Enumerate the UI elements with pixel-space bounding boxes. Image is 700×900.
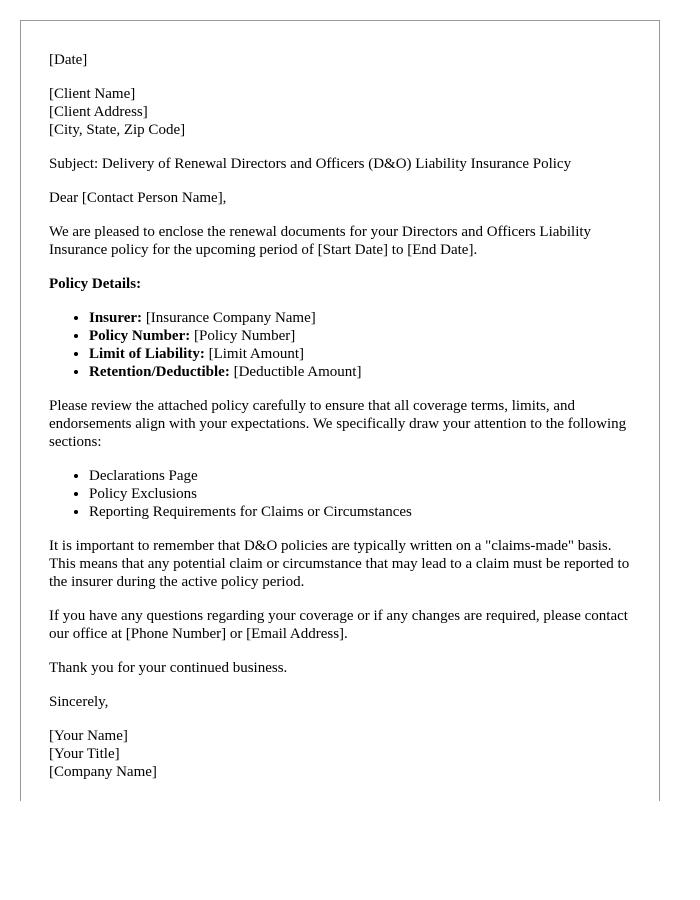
claims-made-paragraph: It is important to remember that D&O policies are typically written on a "claims-made" basis. This means that any potential claim or circumstance that may lead to a claim must be reported to the insurer during the active policy period.	[49, 538, 630, 590]
policy-detail-label: Insurer:	[89, 310, 143, 326]
letter-date: [Date]	[49, 52, 88, 68]
policy-detail-item	[89, 309, 631, 327]
salutation: Dear [Contact Person Name],	[49, 190, 227, 206]
sections-list	[49, 467, 631, 521]
section-item: • Declarations Page	[89, 467, 631, 485]
policy-detail-label: Policy Number:	[89, 328, 191, 344]
policy-detail-value: [Policy Number]	[190, 328, 296, 344]
policy-detail-item	[89, 327, 631, 345]
policy-details-heading	[49, 275, 631, 293]
intro-paragraph: We are pleased to enclose the renewal documents for your Directors and Officers Liability Insurance policy for the upcoming period of [Start Date] to [End Date].	[49, 224, 592, 258]
recipient-name: [Client Name]	[49, 86, 136, 102]
letter-document	[20, 20, 660, 801]
review-paragraph: Please review the attached policy carefully to ensure that all coverage terms, limits, and endorsements align with your expectations. We specifically draw your attention to the following sections:	[49, 398, 627, 450]
policy-detail-value: [Insurance Company Name]	[142, 310, 316, 326]
policy-detail-label: Limit of Liability:	[89, 346, 205, 362]
subject-line: Subject: Delivery of Renewal Directors and Officers (D&O) Liability Insurance Policy	[49, 156, 572, 172]
signature-block	[49, 727, 631, 781]
signature-name: [Your Name]	[49, 728, 128, 744]
policy-detail-label: Retention/Deductible:	[89, 364, 230, 380]
recipient-city-state-zip: [City, State, Zip Code]	[49, 122, 186, 138]
section-item: • Reporting Requirements for Claims or Circumstances	[89, 503, 631, 521]
policy-detail-value: [Deductible Amount]	[229, 364, 362, 380]
policy-details-list	[49, 309, 631, 381]
recipient-block	[49, 85, 631, 139]
policy-detail-item	[89, 363, 631, 381]
recipient-address: [Client Address]	[49, 104, 148, 120]
section-item: • Policy Exclusions	[89, 485, 631, 503]
signature-title: [Your Title]	[49, 746, 120, 762]
policy-detail-item	[89, 345, 631, 363]
closing-line: Sincerely,	[49, 694, 109, 710]
signature-company: [Company Name]	[49, 764, 157, 780]
questions-paragraph: If you have any questions regarding your coverage or if any changes are required, please contact our office at [Phone Number] or [Email Address].	[49, 608, 628, 642]
thanks-line: Thank you for your continued business.	[49, 660, 288, 676]
policy-details-heading-text: Policy Details:	[49, 276, 142, 292]
policy-detail-value: [Limit Amount]	[204, 346, 305, 362]
